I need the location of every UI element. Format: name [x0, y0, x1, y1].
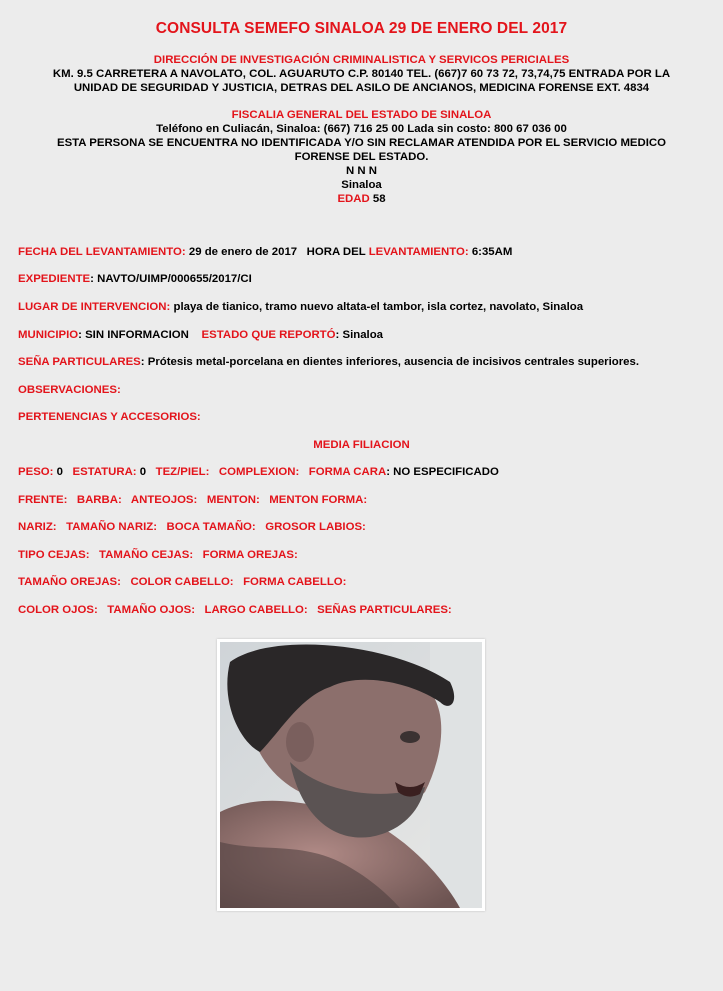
address-line-2: UNIDAD DE SEGURIDAD Y JUSTICIA, DETRAS DEL ASILO DE ANCIANOS, MEDICINA FORENSE EXT. 4834 — [73, 82, 650, 94]
municipio-row — [18, 329, 383, 341]
page-title: CONSULTA SEMEFO SINALOA 29 DE ENERO DEL 2017 — [155, 20, 568, 37]
forma-cara-value: : NO ESPECIFICADO — [386, 466, 499, 478]
tamano-nariz-label: TAMAÑO NARIZ: — [66, 521, 157, 533]
estatura-value: 0 — [139, 466, 147, 478]
header-criminalistica — [0, 53, 723, 95]
fecha-label: FECHA DEL LEVANTAMIENTO: — [18, 246, 186, 258]
expediente-value: : NAVTO/UIMP/000655/2017/CI — [90, 273, 252, 285]
forma-cara-label: FORMA CARA — [308, 466, 387, 478]
person-photo — [217, 639, 485, 911]
fecha-row — [18, 246, 512, 258]
grosor-labios-label: GROSOR LABIOS: — [265, 521, 366, 533]
menton-forma-label: MENTON FORMA: — [269, 494, 368, 506]
color-ojos-label: COLOR OJOS: — [18, 604, 98, 616]
observaciones-row — [18, 384, 121, 396]
notice-line-2: FORENSE DEL ESTADO. — [294, 151, 429, 163]
person-name: N N N — [345, 165, 377, 177]
age-value: 58 — [372, 193, 386, 205]
mf-row-2 — [18, 494, 367, 506]
barba-label: BARBA: — [76, 494, 122, 506]
photo-placeholder-graphic — [220, 642, 482, 908]
pertenencias-row — [18, 411, 201, 423]
hora-value: 6:35AM — [471, 246, 513, 258]
forma-cabello-label: FORMA CABELLO: — [243, 576, 347, 588]
mf-row-1 — [18, 466, 499, 478]
notice-line-1: ESTA PERSONA SE ENCUENTRA NO IDENTIFICADA Y/O SIN RECLAMAR ATENDIDA POR EL SERVICIO MEDICO — [56, 137, 667, 149]
municipio-label: MUNICIPIO — [18, 329, 79, 341]
boca-tamano-label: BOCA TAMAÑO: — [166, 521, 256, 533]
senas-value: : Prótesis metal-porcelana en dientes inferiores, ausencia de incisivos centrales superiores. — [140, 356, 640, 368]
municipio-value: : SIN INFORMACION — [78, 329, 189, 341]
fecha-value: 29 de enero de 2017 — [188, 246, 298, 258]
person-state: Sinaloa — [341, 179, 382, 191]
mf-row-6 — [18, 604, 452, 616]
phone-line: Teléfono en Culiacán, Sinaloa: (667) 716 25 00 Lada sin costo: 800 67 036 00 — [156, 123, 567, 135]
age-label: EDAD — [337, 193, 370, 205]
mf-row-4 — [18, 549, 298, 561]
anteojos-label: ANTEOJOS: — [130, 494, 198, 506]
largo-cabello-label: LARGO CABELLO: — [204, 604, 308, 616]
forma-orejas-label: FORMA OREJAS: — [202, 549, 298, 561]
estado-value: : Sinaloa — [335, 329, 383, 341]
age-line — [0, 192, 723, 206]
tez-label: TEZ/PIEL: — [155, 466, 210, 478]
fiscalia-name: FISCALIA GENERAL DEL ESTADO DE SINALOA — [231, 109, 492, 121]
lugar-value: playa de tianico, tramo nuevo altata-el tambor, isla cortez, navolato, Sinaloa — [173, 301, 584, 313]
menton-label: MENTON: — [206, 494, 260, 506]
expediente-row — [18, 273, 252, 285]
complexion-label: COMPLEXION: — [218, 466, 300, 478]
peso-label: PESO: — [18, 466, 54, 478]
tipo-cejas-label: TIPO CEJAS: — [18, 549, 90, 561]
lugar-label: LUGAR DE INTERVENCION: — [18, 301, 171, 313]
peso-value: 0 — [56, 466, 63, 478]
expediente-label: EXPEDIENTE — [18, 273, 91, 285]
color-cabello-label: COLOR CABELLO: — [130, 576, 234, 588]
senas-row — [18, 356, 639, 368]
media-filiacion-heading: MEDIA FILIACION — [313, 439, 410, 451]
header-fiscalia — [0, 108, 723, 206]
senas-label: SEÑA PARTICULARES — [18, 356, 141, 368]
observaciones-label: OBSERVACIONES: — [18, 384, 121, 396]
senas-particulares-label: SEÑAS PARTICULARES: — [317, 604, 452, 616]
pertenencias-label: PERTENENCIAS Y ACCESORIOS: — [18, 411, 201, 423]
mf-row-5 — [18, 576, 346, 588]
hora-prefix: HORA DEL — [306, 246, 366, 258]
estado-label: ESTADO QUE REPORTÓ — [201, 329, 336, 341]
tamano-cejas-label: TAMAÑO CEJAS: — [99, 549, 194, 561]
mf-row-3 — [18, 521, 366, 533]
org-name: DIRECCIÓN DE INVESTIGACIÓN CRIMINALISTICA Y SERVICOS PERICIALES — [153, 54, 570, 66]
estatura-label: ESTATURA: — [72, 466, 137, 478]
frente-label: FRENTE: — [18, 494, 68, 506]
address-line-1: KM. 9.5 CARRETERA A NAVOLATO, COL. AGUARUTO C.P. 80140 TEL. (667)7 60 73 72, 73,74,75 ENTRADA POR LA — [52, 68, 671, 80]
tamano-orejas-label: TAMAÑO OREJAS: — [18, 576, 121, 588]
hora-label: LEVANTAMIENTO: — [368, 246, 469, 258]
nariz-label: NARIZ: — [18, 521, 57, 533]
lugar-row — [18, 301, 583, 313]
tamano-ojos-label: TAMAÑO OJOS: — [107, 604, 195, 616]
